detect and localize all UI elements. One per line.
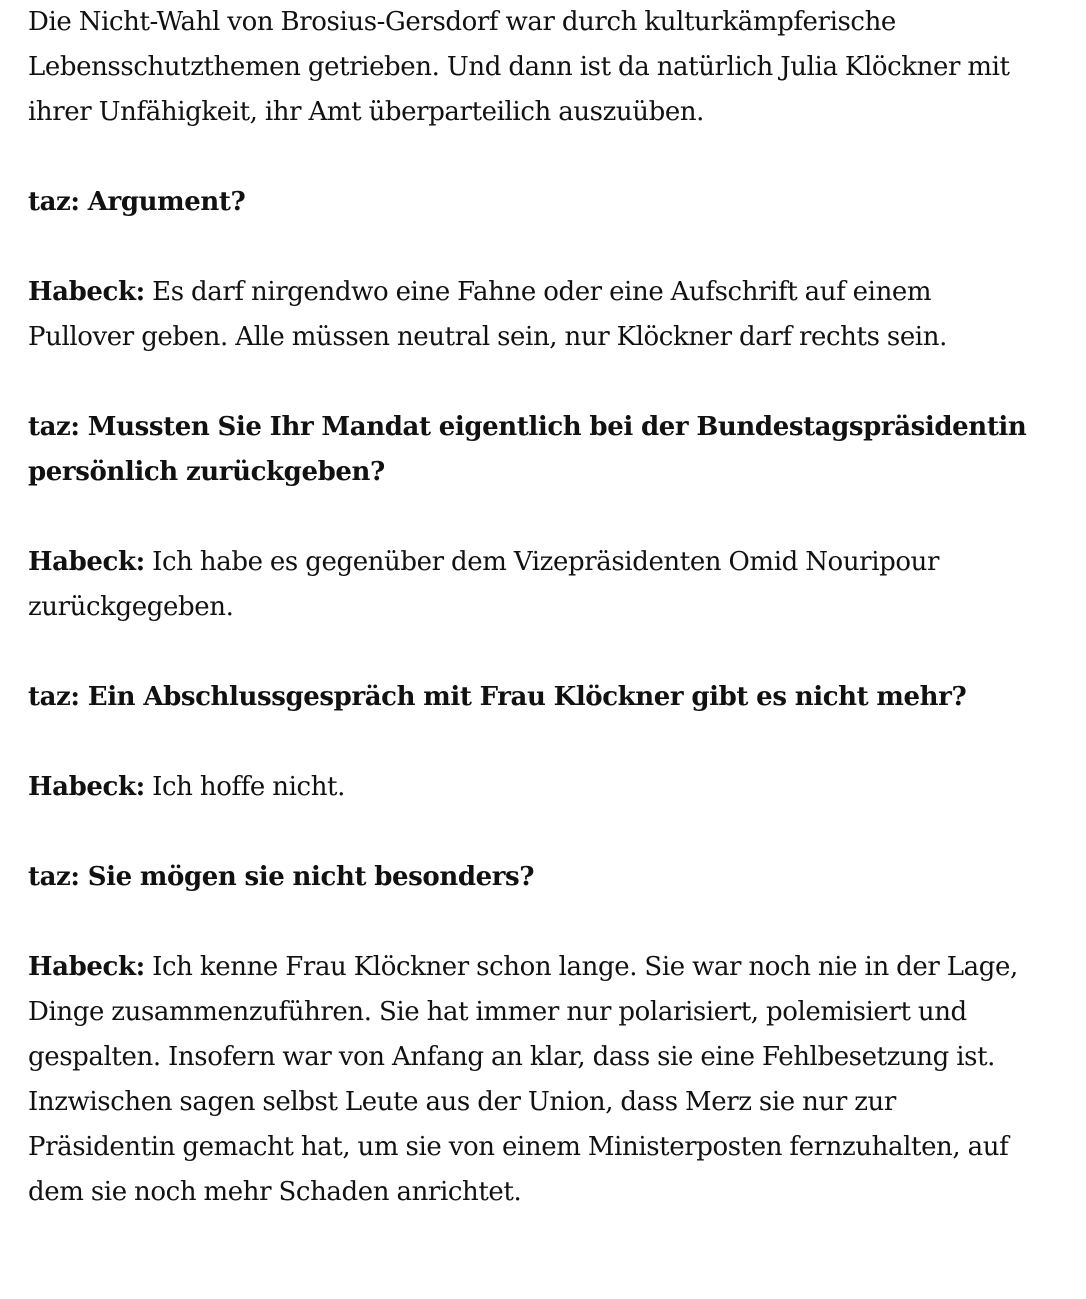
question-paragraph <box>28 675 1038 720</box>
answer-text: Ich habe es gegenüber dem Vizepräsidenten Omid Nouripour zurückgegeben. <box>28 547 939 622</box>
answer-paragraph <box>28 540 1038 630</box>
speaker-label: Habeck: <box>28 772 145 802</box>
question-paragraph <box>28 855 1038 900</box>
question-paragraph <box>28 405 1038 495</box>
question-text: taz: Ein Abschlussgespräch mit Frau Klöckner gibt es nicht mehr? <box>28 682 967 712</box>
speaker-label: Habeck: <box>28 547 145 577</box>
answer-text: Die Nicht-Wahl von Brosius-Gersdorf war durch kulturkämpferische Lebensschutzthemen getrieben. Und dann ist da natürlich Julia Klöckner mit ihrer Unfähigkeit, ihr Amt überparteilich auszuüben. <box>28 7 1010 127</box>
question-text: taz: Mussten Sie Ihr Mandat eigentlich bei der Bundestagspräsidentin persönlich zurückgeben? <box>28 412 1027 487</box>
answer-paragraph <box>28 270 1038 360</box>
article-body <box>28 0 1038 1260</box>
question-paragraph <box>28 180 1038 225</box>
answer-text: Es darf nirgendwo eine Fahne oder eine Aufschrift auf einem Pullover geben. Alle müssen neutral sein, nur Klöckner darf rechts sein. <box>28 277 947 352</box>
speaker-label: Habeck: <box>28 277 145 307</box>
answer-text: Ich kenne Frau Klöckner schon lange. Sie war noch nie in der Lage, Dinge zusammenzuführen. Sie hat immer nur polarisiert, polemisiert und gespalten. Insofern war von Anfang an klar, dass sie eine Fehlbesetzung ist. Inzwischen sagen selbst Leute aus der Union, dass Merz sie nur zur Präsidentin gemacht hat, um sie von einem Ministerposten fernzuhalten, auf dem sie noch mehr Schaden anrichtet. <box>28 952 1018 1207</box>
speaker-label: Habeck: <box>28 952 145 982</box>
answer-paragraph <box>28 945 1038 1215</box>
answer-text: Ich hoffe nicht. <box>144 772 345 802</box>
answer-paragraph <box>28 765 1038 810</box>
question-text: taz: Argument? <box>28 187 246 217</box>
question-text: taz: Sie mögen sie nicht besonders? <box>28 862 535 892</box>
answer-paragraph <box>28 0 1038 135</box>
